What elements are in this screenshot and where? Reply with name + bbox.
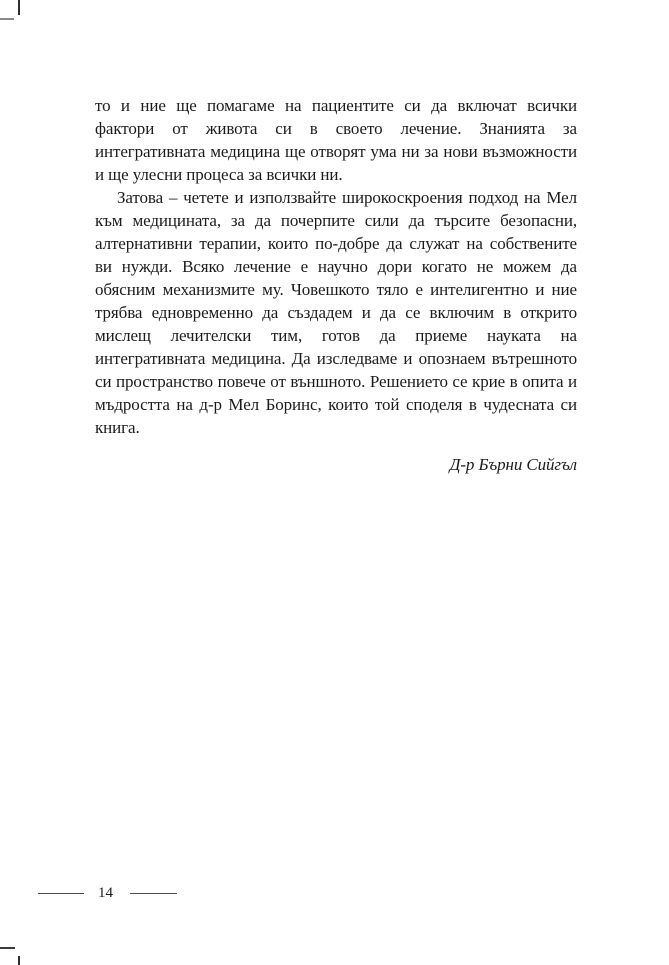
text-block [95,94,577,476]
crop-mark-top-left-horizontal [0,18,14,20]
paragraph-continuation: то и ние ще помагаме на пациентите си да включат всички фактори от живота си в своето лечение. Знанията за интегративната медицина ще отворят ума ни за нови възможности и ще улесни процеса за всички ни. [95,96,577,184]
crop-mark-bottom-left-horizontal [0,947,15,949]
crop-mark-top-left-vertical [18,0,20,15]
page-footer [38,884,177,902]
footer-rule-right [130,893,177,894]
crop-mark-bottom-left-vertical [18,956,20,965]
page-number: 14 [98,885,113,901]
signature-author: Д-р Бърни Сийгъл [449,455,577,474]
paragraph-body: Затова – четете и използвайте широкоскроения подход на Мел към медицината, за да почерпите сили да търсите безопасни, алтернативни терапии, които по-добре да служат на собствените ви нужди. Всяко лечение е научно дори когато не можем да обясним механизмите му. Човешкото тяло е интелигентно и ние трябва едновременно да създадем и да се включим в открито мислещ лечителски тим, готов да приеме науката на интегративната медицина. Да изследваме и опознаем вътрешното си пространство повече от външното. Решението се крие в опита и мъдростта на д-р Мел Боринс, които той споделя в чудесната си книга. [95,188,577,437]
footer-rule-left [38,893,84,894]
